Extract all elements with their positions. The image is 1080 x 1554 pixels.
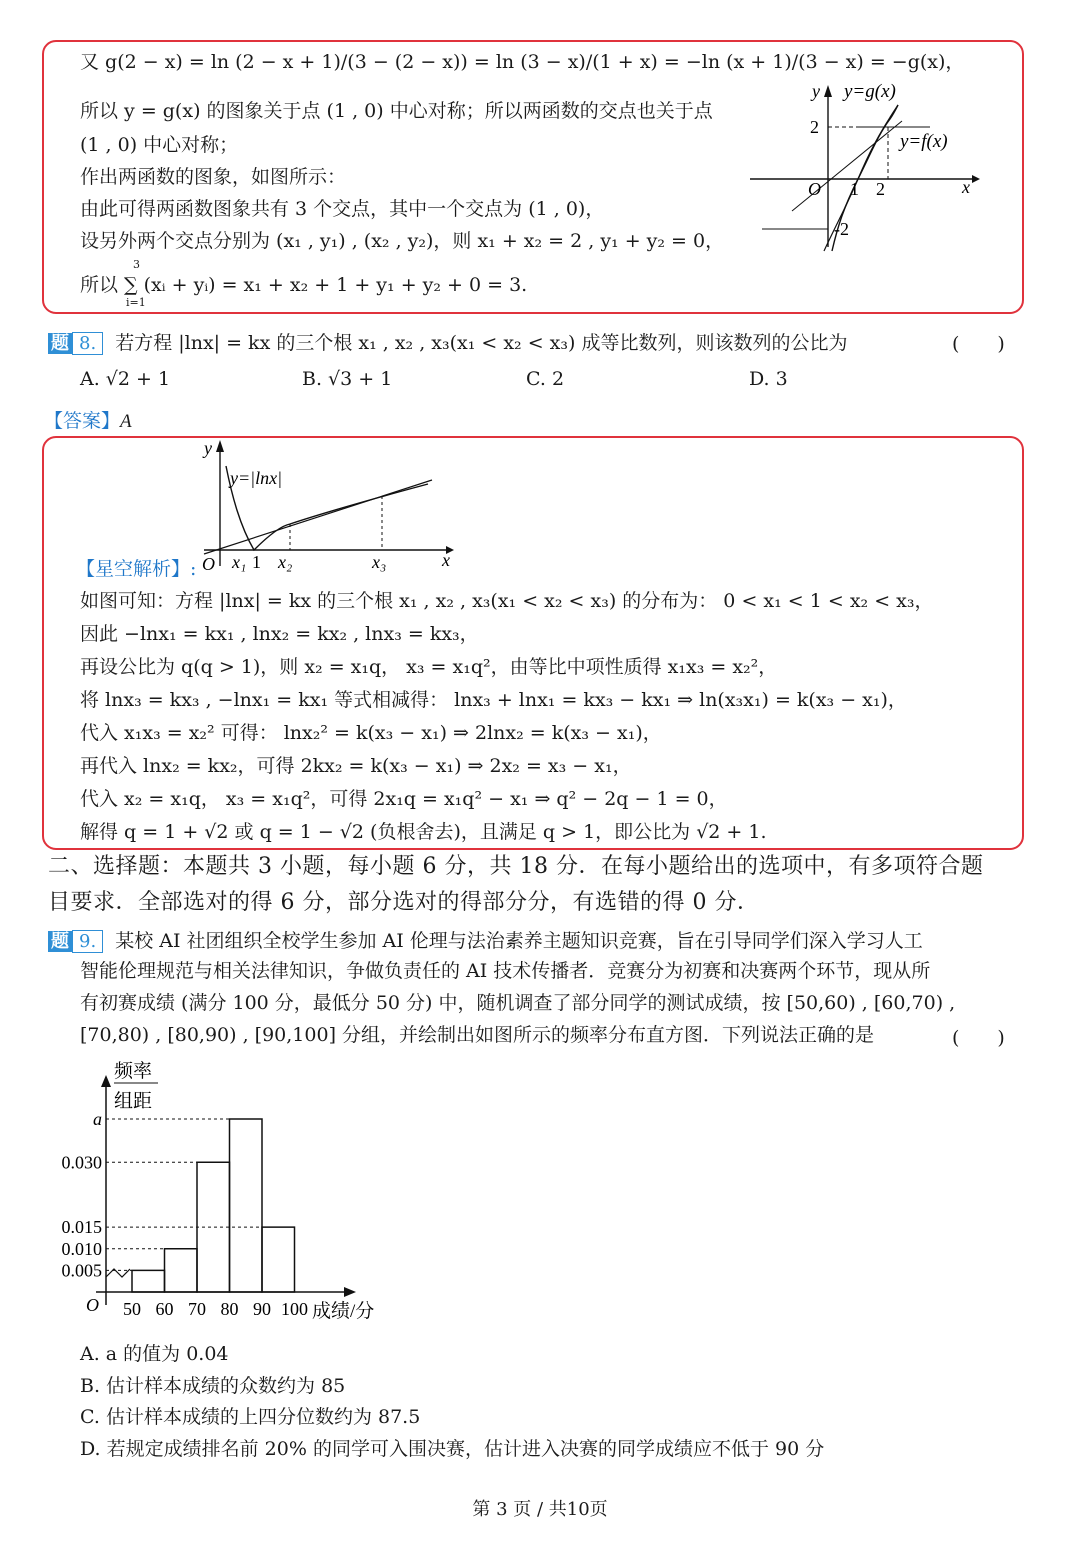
graph1-tick-2y: 2 xyxy=(810,117,819,137)
q9-number: 9. xyxy=(72,930,103,953)
box1-line-1 xyxy=(80,50,964,74)
section2-line-1: 二、选择题：本题共 3 小题，每小题 6 分，共 18 分．在每小题给出的选项中，有多项符合题 xyxy=(48,854,984,879)
graph1-x-arrow xyxy=(972,175,980,183)
hist-bar xyxy=(197,1162,230,1292)
graph-abs-ln xyxy=(196,436,466,576)
page-footer: 第 3 页 / 共10页 xyxy=(472,1499,608,1520)
q9-line-3: 有初赛成绩 (满分 100 分，最低分 50 分) 中，随机调查了部分同学的测试成绩，按 [50,60) , [60,70) , xyxy=(80,992,956,1014)
q8-option-a: A. √2 + 1 xyxy=(80,368,171,390)
hist-bar xyxy=(132,1270,165,1292)
graph2-label-o: O xyxy=(202,554,215,574)
graph1-label-g: y=g(x) xyxy=(844,81,896,102)
graph1-tick-1: 1 xyxy=(850,179,859,199)
q9-line-4: [70,80) , [80,90) , [90,100] 分组，并绘制出如图所示的频率分布直方图．下列说法正确的是 xyxy=(80,1024,875,1046)
box2-line-8: 解得 q = 1 + √2 或 q = 1 − √2 (负根舍去)，且满足 q > 1，即公比为 √2 + 1. xyxy=(80,821,767,843)
box1-line-3: (1 , 0) 中心对称； xyxy=(80,134,239,156)
box1-line-1-text: 又 g(2 − x) = ln (2 − x + 1)/(3 − (2 − x)) = ln (3 − x)/(1 + x) = −ln (x + 1)/(3 − x) = −g(x)， xyxy=(80,51,965,73)
graph2-label-fn: y=|lnx| xyxy=(230,468,283,488)
q9-line-2: 智能伦理规范与相关法律知识，争做负责任的 AI 技术传播者．竞赛分为初赛和决赛两个环节，现从所 xyxy=(80,960,931,982)
q9-option-a: A. a 的值为 0.04 xyxy=(80,1343,229,1365)
graph1-tick-neg2: -2 xyxy=(834,219,849,239)
box2-line-1: 如图可知：方程 |lnx| = kx 的三个根 x₁ , x₂ , x₃(x₁ < x₂ < x₃) 的分布为： 0 < x₁ < 1 < x₂ < x₃， xyxy=(80,590,934,612)
sum-upper-limit: 3 xyxy=(133,258,140,271)
q9-line-1 xyxy=(48,926,923,953)
box1-line-4: 作出两函数的图象，如图所示： xyxy=(80,166,347,188)
q8-answer-value: A xyxy=(120,411,132,432)
q8-paren: ( ) xyxy=(952,333,1005,355)
box2-line-7: 代入 x₂ = x₁q， x₃ = x₁q²，可得 2x₁q = x₁q² − x₁ ⇒ q² − 2q − 1 = 0， xyxy=(80,788,728,810)
hist-x-tick-label: 70 xyxy=(188,1299,206,1319)
box1-line-2: 所以 y = g(x) 的图象关于点 (1 , 0) 中心对称；所以两函数的交点也关于点 xyxy=(80,100,713,122)
box1-line-6: 设另外两个交点分别为 (x₁ , y₁) , (x₂ , y₂)，则 x₁ + x₂ = 2 , y₁ + y₂ = 0， xyxy=(80,230,725,252)
frequency-histogram xyxy=(40,1055,400,1330)
hist-ylabel-bottom: 组距 xyxy=(114,1091,153,1112)
hist-y-tick-label: a xyxy=(93,1109,102,1129)
box2-title: 【星空解析】: xyxy=(76,558,197,580)
hist-y-tick-label: 0.010 xyxy=(61,1238,102,1259)
hist-y-arrow xyxy=(101,1075,111,1087)
q9-option-b: B. 估计样本成绩的众数约为 85 xyxy=(80,1375,346,1397)
hist-ylabel-top: 频率 xyxy=(114,1061,153,1082)
graph1-tick-2x: 2 xyxy=(876,179,885,199)
hist-bar xyxy=(230,1119,263,1292)
graph2-line-kx xyxy=(204,480,432,554)
hist-x-tick-label: 50 xyxy=(123,1299,141,1319)
hist-x-tick-label: 60 xyxy=(155,1299,174,1319)
q8-option-b: B. √3 + 1 xyxy=(302,368,393,390)
graph1-label-x: x xyxy=(962,177,970,197)
q8-tag: 题 xyxy=(48,333,72,354)
q9-option-c: C. 估计样本成绩的上四分位数约为 87.5 xyxy=(80,1406,421,1428)
graph1-label-y: y xyxy=(812,81,820,101)
q8-text: 若方程 |lnx| = kx 的三个根 x₁ , x₂ , x₃(x₁ < x₂ < x₃) 成等比数列，则该数列的公比为 xyxy=(115,332,848,354)
hist-y-tick-label: 0.030 xyxy=(61,1152,102,1173)
hist-bar xyxy=(262,1227,295,1292)
q8-answer-label: 【答案】 xyxy=(44,410,121,432)
box2-line-3: 再设公比为 q(q > 1)，则 x₂ = x₁q， x₃ = x₁q²，由等比中项性质得 x₁x₃ = x₂²， xyxy=(80,656,778,678)
section2-line-2: 目要求．全部选对的得 6 分，部分选对的得部分分，有选错的得 0 分． xyxy=(48,890,760,915)
graph2-label-1: 1 xyxy=(252,552,261,572)
graph2-label-x1: x₁ xyxy=(232,552,247,572)
graph1-label-f: y=f(x) xyxy=(900,131,948,152)
q8-number: 8. xyxy=(72,332,103,355)
graph1-y-arrow xyxy=(824,85,832,97)
sum-lower-limit: i=1 xyxy=(126,296,146,309)
q9-tag: 题 xyxy=(48,931,72,952)
box1-line-7: 所以 ∑ (xᵢ + yᵢ) = x₁ + x₂ + 1 + y₁ + y₂ + 0 = 3. xyxy=(80,274,528,296)
hist-bar xyxy=(165,1249,198,1292)
hist-x-tick-label: 80 xyxy=(220,1299,239,1319)
box2-line-6: 再代入 lnx₂ = kx₂，可得 2kx₂ = k(x₃ − x₁) ⇒ 2x₂ = x₃ − x₁， xyxy=(80,755,632,777)
box2-line-5: 代入 x₁x₃ = x₂² 可得： lnx₂² = k(x₃ − x₁) ⇒ 2lnx₂ = k(x₃ − x₁)， xyxy=(80,722,662,744)
q8-option-c: C. 2 xyxy=(526,368,565,390)
graph1-label-o: O xyxy=(808,179,821,199)
q9-paren: ( ) xyxy=(952,1027,1005,1049)
graph2-y-arrow xyxy=(216,440,224,452)
hist-y-tick-label: 0.015 xyxy=(61,1217,102,1238)
q8-option-d: D. 3 xyxy=(749,368,788,390)
graph-g-f xyxy=(740,75,990,260)
box1-line-5: 由此可得两函数图象共有 3 个交点，其中一个交点为 (1 , 0)， xyxy=(80,198,605,220)
graph2-label-x: x xyxy=(442,550,450,570)
hist-origin: O xyxy=(86,1295,99,1315)
graph2-label-x2: x₂ xyxy=(278,552,293,572)
q9-option-d: D. 若规定成绩排名前 20% 的同学可入围决赛，估计进入决赛的同学成绩应不低于 90 分 xyxy=(80,1438,825,1460)
graph2-label-y: y xyxy=(204,438,212,458)
box2-line-4: 将 lnx₃ = kx₃ , −lnx₁ = kx₁ 等式相减得： lnx₃ + lnx₁ = kx₃ − kx₁ ⇒ ln(x₃x₁) = k(x₃ − x₁)， xyxy=(80,689,907,711)
graph2-label-x3: x₃ xyxy=(372,552,387,572)
box2-line-2: 因此 −lnx₁ = kx₁ , lnx₂ = kx₂ , lnx₃ = kx₃， xyxy=(80,623,479,645)
hist-x-tick-label: 90 xyxy=(253,1299,271,1319)
q9-text-1: 某校 AI 社团组织全校学生参加 AI 伦理与法治素养主题知识竞赛，旨在引导同学们深入学习人工 xyxy=(115,930,923,952)
hist-x-tick-label: 100 xyxy=(281,1299,308,1319)
hist-x-arrow xyxy=(344,1287,356,1297)
q8-header xyxy=(48,328,847,355)
q8-answer xyxy=(44,406,132,433)
hist-xlabel: 成绩/分 xyxy=(312,1301,375,1322)
hist-y-tick-label: 0.005 xyxy=(61,1260,102,1281)
